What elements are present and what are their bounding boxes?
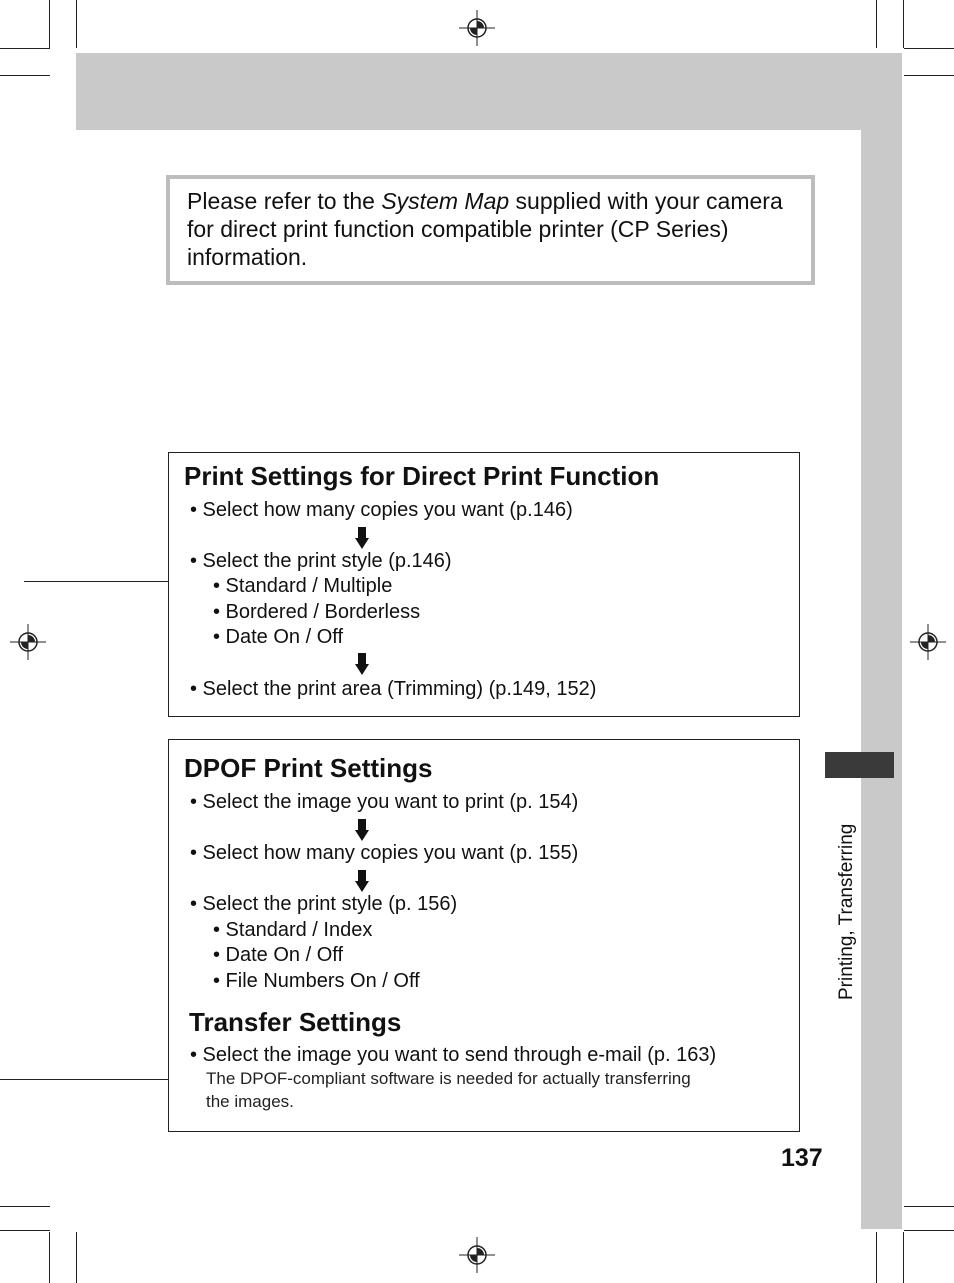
step-item: • Select the image you want to print (p. 154)	[190, 791, 579, 813]
divider-rule	[24, 581, 168, 582]
option-item: • Standard / Index	[213, 919, 373, 941]
header-band	[76, 53, 902, 130]
option-item: • Standard / Multiple	[213, 575, 393, 597]
registration-mark-icon	[910, 624, 946, 660]
box-title: Print Settings for Direct Print Function	[184, 461, 660, 491]
option-item: • Bordered / Borderless	[213, 601, 421, 623]
crop-mark	[49, 0, 50, 48]
divider-rule	[0, 1079, 168, 1080]
down-arrow-icon	[355, 870, 369, 892]
side-band	[861, 130, 902, 1229]
crop-mark	[76, 1232, 77, 1283]
down-arrow-icon	[355, 527, 369, 549]
crop-mark	[49, 1232, 50, 1283]
option-item: • Date On / Off	[213, 944, 344, 966]
registration-mark-icon	[459, 1237, 495, 1273]
step-item: • Select the print area (Trimming) (p.149, 152)	[190, 678, 597, 700]
note-text: supplied with your camera for direct print function compatible printer (CP Series) information.	[187, 188, 783, 270]
crop-mark	[876, 1232, 877, 1283]
page-number: 137	[781, 1144, 823, 1172]
crop-mark	[904, 1206, 954, 1207]
step-item: • Select how many copies you want (p.146)	[190, 499, 573, 521]
down-arrow-icon	[355, 653, 369, 675]
crop-mark	[876, 0, 877, 48]
transfer-note: The DPOF-compliant software is needed for actually transferring	[206, 1069, 691, 1088]
step-item: • Select how many copies you want (p. 155)	[190, 842, 579, 864]
crop-mark	[76, 0, 77, 48]
note-text: Please refer to the	[187, 188, 382, 214]
down-arrow-icon	[355, 819, 369, 841]
crop-mark	[0, 75, 50, 76]
chapter-tab	[825, 752, 894, 778]
option-item: • File Numbers On / Off	[213, 970, 420, 992]
crop-mark	[0, 1230, 50, 1231]
crop-mark	[904, 75, 954, 76]
option-item: • Date On / Off	[213, 626, 344, 648]
crop-mark	[0, 1206, 50, 1207]
crop-mark	[904, 48, 954, 49]
step-item: • Select the image you want to send through e-mail (p. 163)	[190, 1044, 717, 1066]
step-item: • Select the print style (p. 156)	[190, 893, 458, 915]
transfer-note: the images.	[206, 1092, 294, 1111]
transfer-settings-title: Transfer Settings	[189, 1007, 402, 1037]
direct-print-settings-box	[168, 452, 800, 717]
dpof-settings-box	[168, 739, 800, 1132]
crop-mark	[904, 1230, 954, 1231]
registration-mark-icon	[10, 624, 46, 660]
box-title: DPOF Print Settings	[184, 753, 433, 783]
step-item: • Select the print style (p.146)	[190, 550, 452, 572]
system-map-note	[166, 175, 815, 285]
registration-mark-icon	[459, 10, 495, 46]
chapter-label: Printing, Transferring	[836, 823, 857, 1000]
crop-mark	[0, 48, 50, 49]
crop-mark	[903, 0, 904, 48]
crop-mark	[903, 1232, 904, 1283]
note-italic-text: System Map	[381, 188, 510, 214]
